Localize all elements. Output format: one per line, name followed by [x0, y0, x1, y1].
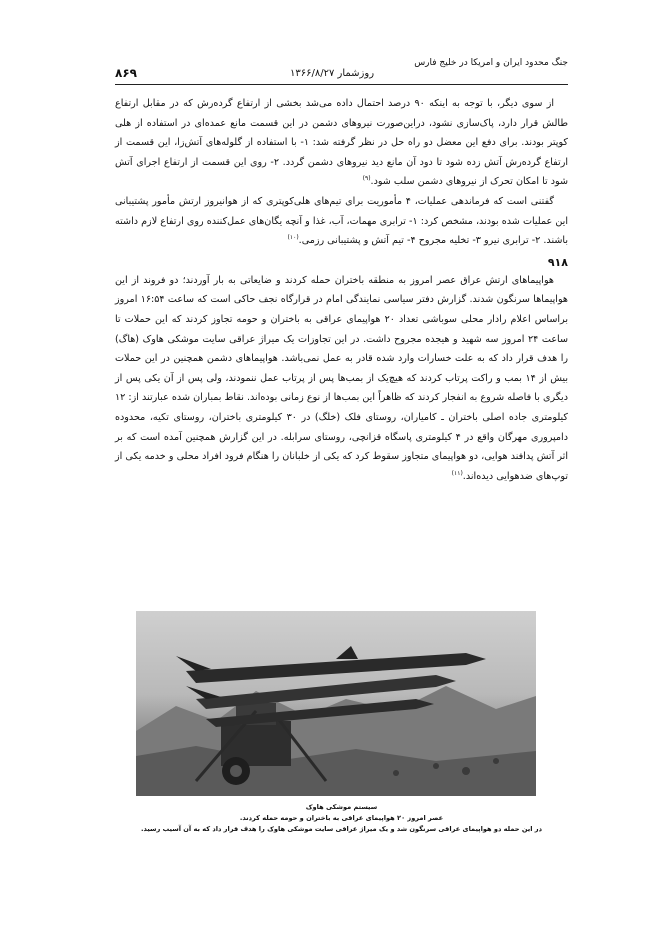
paragraph: گفتنی است که فرماندهی عملیات، ۴ مأموریت برای تیم‌های هلی‌کوپتری که از هوانیروز ارتش مأمور پشتیبانی این عملیات شده بودند، مشخص کرد: ۱- ترابری مهمات، آب، غذا و آنچه یگان‌های عمل‌کننده روی ارتفاع لازم داشته باشند. ۲- ترابری نیرو ۳- تخلیه مجروح ۴- تیم آتش و پشتیبانی رزمی.$^{(۱۰)}$ [115, 195, 568, 247]
page-number: ۸۶۹ [115, 66, 137, 80]
section-number: ۹۱۸ [547, 255, 568, 269]
body-text [115, 94, 568, 486]
footnote-ref[interactable]: (۱۰) [287, 233, 299, 241]
footnote-ref[interactable]: (۱۱) [451, 469, 463, 477]
caption-line: در این حمله دو هواپیمای عراقی سرنگون شد و یک میراژ عراقی سایت موشکی هاوک را هدف قرار داد که به آن آسیب رسید. [140, 825, 542, 833]
hawk-missile-launcher-illustration [136, 611, 536, 796]
photo-caption [115, 802, 568, 835]
caption-line: عصر امروز ۲۰ هواپیمای عراقی به باختران و حومه حمله کردند. [239, 814, 444, 822]
chronicle-date: روزشمار ۱۳۶۶/۸/۲۷ [290, 68, 375, 79]
footnote-ref[interactable]: (۹) [362, 175, 371, 183]
page-header [115, 60, 568, 85]
paragraph: هواپیماهای ارتش عراق عصر امروز به منطقه باختران حمله کردند و ضایعاتی به بار آوردند؛ دو فروند از این هواپیماها سرنگون شدند. گزارش دفتر سیاسی نمایندگی امام در قرارگاه نجف حاکی است که ساعت ۱۶:۵۴ امروز براساس اعلام رادار محلی سوباشی تعداد ۲۰ هواپیمای عراقی به باختران و حومه تجاوز کردند که این حملات تا ساعت ۲۴ امروز سه شهید و هیجده مجروح داشت. در این تجاوزات یک میراژ عراقی سایت موشکی هاوک (هاگ) را هدف قرار داد که به علت خسارات وارد شده قادر به عمل نمی‌باشد. هواپیماهای دشمن همچنین در این حملات بیش از ۱۴ بمب و راکت پرتاب کردند که هیچ‌یک از بمب‌ها پس از پرتاب عمل ننمودند، ولی پس از آن یکی پس از دیگری با فاصله شروع به انفجار کردند که ظاهراً این بمب‌ها از نوع زمانی بوده‌اند. نقاط بمباران شده عبارتند از: ۱۲ کیلومتری جاده اصلی باختران ـ کامیاران، روستای فلک (خلگ) در ۳۰ کیلومتری باختران، روستای تکیه، محدوده دامپروری مهرگان واقع در ۴ کیلومتری پاسگاه قزانچی، روستای سرابله. در این گزارش همچنین آمده است که بر اثر آتش پدافند هوایی، دو هواپیمای متجاوز سقوط کرد که یکی از خلبانان را هنگام فرود افراد محلی و خدمه یکی از توپ‌های ضدهوایی دیده‌اند.$^{(۱۱)}$ [115, 274, 569, 482]
hawk-missile-photo [136, 611, 536, 796]
caption-title: سیستم موشکی هاوک [305, 803, 378, 811]
book-title: جنگ محدود ایران و امریکا در خلیج فارس [414, 58, 568, 68]
paragraph: از سوی دیگر، با توجه به اینکه ۹۰ درصد احتمال داده می‌شد بخشی از ارتفاع گردەرش که در مقابل ارتفاع طالش قرار دارد، پاک‌سازی نشود، دراین‌صورت نیروهای دشمن در این قسمت مانع عمده‌ای در استفاده از هلی کوپتر بودند. برای دفع این معضل دو راه حل در نظر گرفته شد: ۱- با استفاده از گلوله‌های آتش‌زا، این قسمت از ارتفاع گردەرش آتش زده شود تا دود آن مانع دید نیروهای دشمن گردد. ۲- روی این قسمت از ارتفاع اجرای آتش شود تا امکان تحرک از نیروهای دشمن سلب شود.$^{(۹)}$ [115, 98, 568, 188]
